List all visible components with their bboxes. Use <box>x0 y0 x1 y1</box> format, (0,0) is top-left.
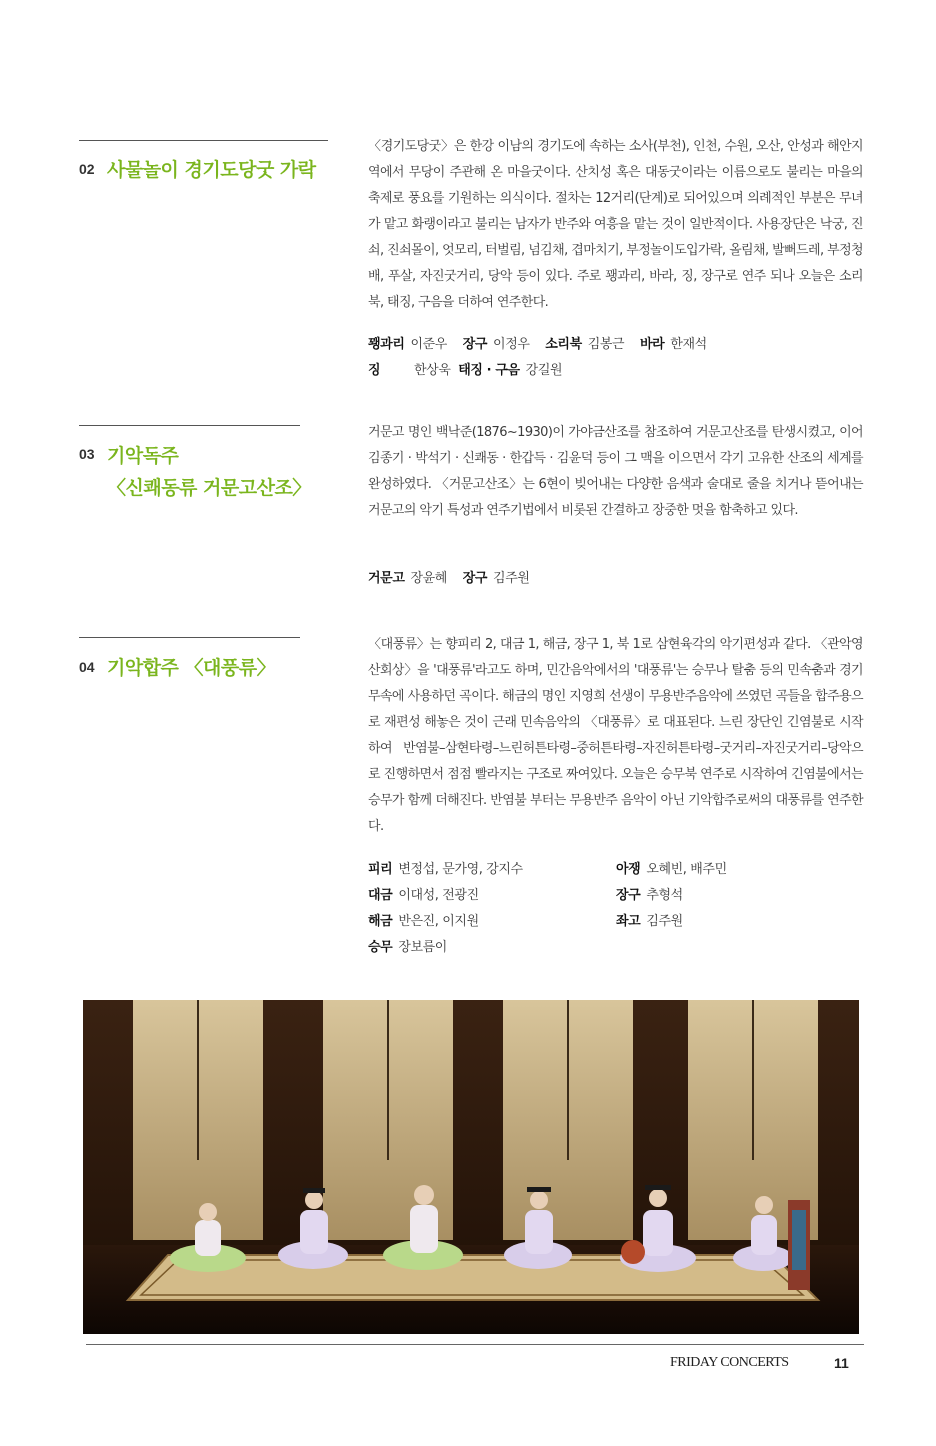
credit-name: 반은진, 이지원 <box>398 914 479 929</box>
section-title-line: 〈신쾌동류 거문고산조〉 <box>107 477 311 499</box>
section-body: 거문고 명인 백낙준(1876~1930)이 가야금산조를 참조하여 거문고산조를 탄생시켰고, 이어 김종기 · 박석기 · 신쾌동 · 한갑득 · 김윤덕 등이 그 맥을 이으면서 각기 고유한 산조의 세계를 완성하였다. 〈거문고산조〉는 6현이 빚어내는 다양한 음색과 술대로 줄을 치거나 뜯어내는 거문고의 악기 특성과 연주기법에서 비롯된 간결하고 장중한 멋을 함축하고 있다. <box>368 425 863 518</box>
section-number: 03 <box>79 446 95 462</box>
section-title <box>107 652 275 684</box>
credit-name: 김주원 <box>646 914 683 929</box>
credit-name: 김봉근 <box>587 337 625 352</box>
credit-role: 거문고 <box>368 571 405 586</box>
section-title-line: 기악합주 〈대풍류〉 <box>107 657 276 679</box>
credit-role: 피리 <box>368 862 393 877</box>
credit-role: 승무 <box>368 940 393 955</box>
credit-item <box>463 566 530 592</box>
performance-photo-illustration <box>83 1000 859 1334</box>
performer-credits <box>368 332 719 384</box>
section-title-line: 기악독주 <box>107 445 179 467</box>
credit-role: 좌고 <box>616 914 641 929</box>
section-title <box>107 154 316 186</box>
credit-row <box>368 332 719 358</box>
footer-label: FRIDAY CONCERTS <box>670 1355 789 1370</box>
credit-role: 꽹과리 <box>368 337 405 352</box>
credit-row <box>368 857 788 883</box>
section-rule <box>79 425 300 426</box>
page-number: 11 <box>834 1355 849 1371</box>
credit-item <box>368 888 479 903</box>
performance-photo <box>83 1000 859 1334</box>
credit-name: 한상욱 <box>414 363 451 378</box>
credit-role: 바라 <box>639 337 665 352</box>
credit-item <box>616 909 683 935</box>
footer-rule <box>86 1344 864 1345</box>
credit-row <box>368 358 719 384</box>
section-title-line: 사물놀이 경기도당굿 가락 <box>107 159 316 181</box>
section-body: 〈경기도당굿〉은 한강 이남의 경기도에 속하는 소사(부천), 인천, 수원, 오산, 안성과 해안지역에서 무당이 주관해 온 마을굿이다. 산치성 혹은 대동굿이라는 이름으로도 불리는 마을의 축제로 풍요를 기원하는 의식이다. 절차는 12거리(단계)로 되어있으며 의례적인 부분은 무녀가 맡고 화랭이라고 불리는 남자가 반주와 여흥을 맡는 것이 일반적이다. 사용장단은 낙궁, 진쇠, 진쇠몰이, 엇모리, 터벌림, 넘김채, 겹마치기, 부정놀이도입가락, 올림채, 발뻐드레, 부정청배, 푸살, 자진굿거리, 당악 등이 있다. 주로 꽹과리, 바라, 징, 장구로 연주 되나 오늘은 소리북, 태징, 구음을 더하여 연주한다. <box>368 139 863 310</box>
credit-role: 대금 <box>368 888 393 903</box>
credit-row <box>368 909 788 935</box>
credit-name: 오혜빈, 배주민 <box>646 862 727 877</box>
credit-row <box>368 566 542 592</box>
section-rule <box>79 140 328 141</box>
credit-role: 해금 <box>368 914 393 929</box>
credit-item <box>458 358 562 384</box>
credit-name: 추형석 <box>646 888 683 903</box>
credit-name: 한재석 <box>670 337 707 352</box>
credit-name: 장보름이 <box>398 940 447 955</box>
credit-role: 징 <box>368 363 381 378</box>
credit-name: 이준우 <box>410 337 447 352</box>
section-number: 02 <box>79 161 95 177</box>
credit-item <box>463 332 530 358</box>
performer-credits <box>368 857 788 961</box>
credit-row <box>368 935 788 961</box>
credit-role: 아쟁 <box>616 862 641 877</box>
section-number: 04 <box>79 659 95 675</box>
credit-role: 장구 <box>462 337 488 352</box>
credit-name: 김주원 <box>493 571 530 586</box>
credit-name: 이대성, 전광진 <box>398 888 479 903</box>
performer-credits <box>368 566 542 592</box>
credit-role: 장구 <box>616 888 641 903</box>
credit-item <box>616 883 683 909</box>
section-title <box>107 440 311 504</box>
credit-name: 변정섭, 문가영, 강지수 <box>398 862 523 877</box>
credit-item <box>368 940 447 955</box>
credit-row <box>368 883 788 909</box>
credit-item <box>368 332 447 358</box>
section-body: 〈대풍류〉는 향피리 2, 대금 1, 해금, 장구 1, 북 1로 삼현육각의 악기편성과 같다. 〈관악영산회상〉을 '대풍류'라고도 하며, 민간음악에서의 '대풍류'는 승무나 탈춤 등의 민속춤과 경기무속에 사용하던 곡이다. 해금의 명인 지영희 선생이 무용반주음악에 쓰였던 곡들을 합주용으로 재편성 해놓은 것이 근래 민속음악의 〈대풍류〉로 대표된다. 느린 장단인 긴염불로 시작하여 반염불–삼현타령–느린허튼타령–중허튼타령–자진허튼타령–굿거리–자진굿거리–당악으로 진행하면서 점점 빨라지는 구조로 짜여있다. 오늘은 승무북 연주로 시작하여 긴염불에서는 승무가 함께 더해진다. 반염불 부터는 무용반주 음악이 아닌 기악합주로써의 대풍류를 연주한다. <box>368 637 863 834</box>
credit-role: 태징 · 구음 <box>458 363 520 378</box>
credit-name: 강길원 <box>525 363 563 378</box>
credit-item <box>545 332 624 358</box>
credit-name: 이정우 <box>493 337 530 352</box>
credit-item <box>640 332 707 358</box>
credit-name: 장윤혜 <box>410 571 447 586</box>
credit-role: 소리북 <box>545 337 582 352</box>
credit-item <box>616 857 727 883</box>
credit-item <box>368 914 479 929</box>
credit-item <box>368 862 523 877</box>
credit-item <box>368 566 447 592</box>
section-rule <box>79 637 300 638</box>
credit-role: 장구 <box>462 571 488 586</box>
credit-item <box>368 358 450 384</box>
